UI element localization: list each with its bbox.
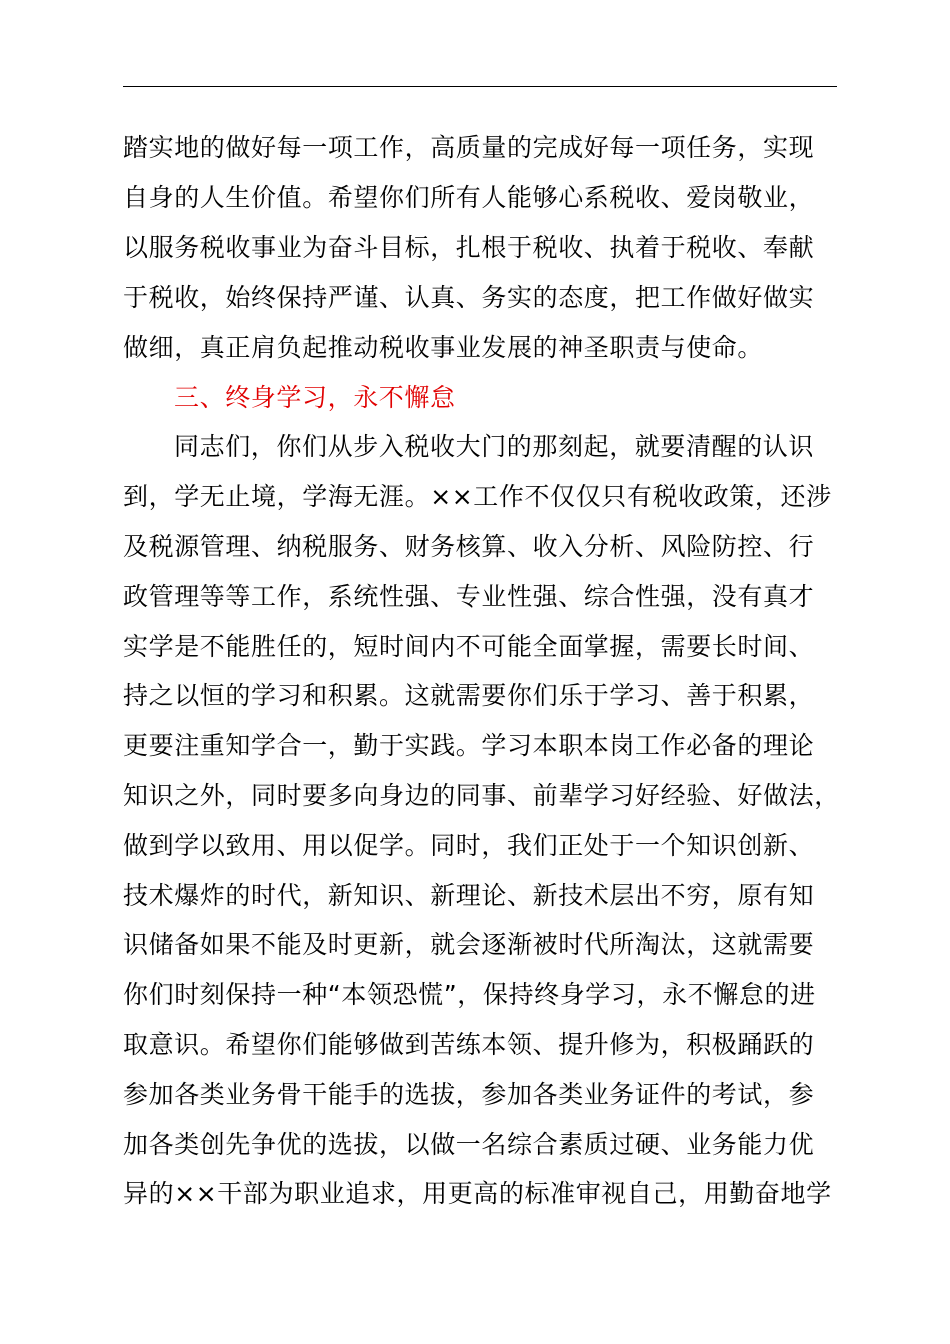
paragraph-line: 识储备如果不能及时更新，就会逐渐被时代所淘汰，这就需要: [123, 930, 815, 959]
paragraph-line: 取意识。希望你们能够做到苦练本领、提升修为，积极踊跃的: [123, 1030, 815, 1059]
header-rule: [123, 86, 837, 87]
paragraph-line: 及税源管理、纳税服务、财务核算、收入分析、风险防控、行: [123, 532, 815, 561]
paragraph-line: 以服务税收事业为奋斗目标，扎根于税收、执着于税收、奉献: [123, 233, 815, 262]
paragraph-line: 做到学以致用、用以促学。同时，我们正处于一个知识创新、: [123, 831, 815, 860]
paragraph-line: 异的××干部为职业追求，用更高的标准审视自己，用勤奋地学: [123, 1179, 832, 1208]
section-heading: 三、终身学习，永不懈怠: [174, 383, 456, 412]
paragraph-line: 到，学无止境，学海无涯。××工作不仅仅只有税收政策，还涉: [123, 482, 832, 511]
paragraph-line: 技术爆炸的时代，新知识、新理论、新技术层出不穷，原有知: [123, 881, 815, 910]
paragraph-line: 做细，真正肩负起推动税收事业发展的神圣职责与使命。: [123, 333, 764, 362]
paragraph-line: 于税收，始终保持严谨、认真、务实的态度，把工作做好做实: [123, 283, 815, 312]
paragraph-line: 知识之外，同时要多向身边的同事、前辈学习好经验、好做法，: [123, 781, 840, 810]
paragraph-line: 更要注重知学合一，勤于实践。学习本职本岗工作必备的理论: [123, 731, 815, 760]
paragraph-line: 踏实地的做好每一项工作，高质量的完成好每一项任务，实现: [123, 133, 815, 162]
paragraph-line: 自身的人生价值。希望你们所有人能够心系税收、爱岗敬业，: [123, 183, 815, 212]
paragraph-line: 实学是不能胜任的，短时间内不可能全面掌握，需要长时间、: [123, 632, 815, 661]
paragraph-line: 政管理等等工作，系统性强、专业性强、综合性强，没有真才: [123, 582, 815, 611]
paragraph-line: 持之以恒的学习和积累。这就需要你们乐于学习、善于积累，: [123, 681, 815, 710]
paragraph-line: 参加各类业务骨干能手的选拔，参加各类业务证件的考试，参: [123, 1080, 815, 1109]
paragraph-line: 加各类创先争优的选拔，以做一名综合素质过硬、业务能力优: [123, 1130, 815, 1159]
paragraph-line: 同志们，你们从步入税收大门的那刻起，就要清醒的认识: [174, 432, 815, 461]
paragraph-line: 你们时刻保持一种“本领恐慌”，保持终身学习，永不懈怠的进: [123, 980, 816, 1009]
